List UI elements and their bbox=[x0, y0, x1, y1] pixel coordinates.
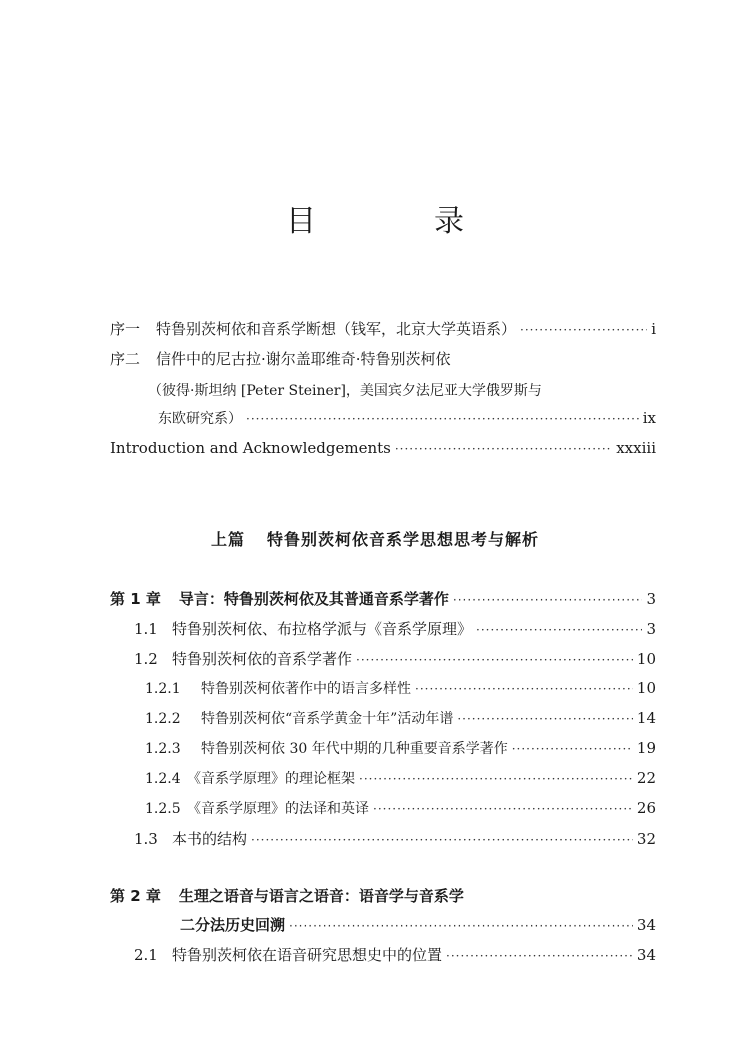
toc-introduction[interactable] bbox=[110, 439, 656, 457]
toc-chapter-1[interactable] bbox=[110, 588, 656, 609]
toc-text: 导言：特鲁别茨柯依及其普通音系学著作 bbox=[178, 590, 449, 608]
toc-text: 特鲁别茨柯依 30 年代中期的几种重要音系学著作 bbox=[201, 741, 508, 757]
leader-dots bbox=[446, 949, 633, 963]
toc-section-1-1[interactable] bbox=[134, 618, 656, 639]
toc-num: 1.3 bbox=[134, 830, 158, 848]
leader-dots bbox=[453, 593, 643, 607]
toc-text: 特鲁别茨柯依的音系学著作 bbox=[172, 650, 353, 668]
part-title-text: 特鲁别茨柯依音系学思想思考与解析 bbox=[267, 530, 540, 549]
leader-dots bbox=[520, 323, 647, 337]
toc-page: 22 bbox=[636, 769, 656, 787]
leader-dots bbox=[251, 833, 633, 847]
leader-dots bbox=[356, 653, 633, 667]
toc-chapter-2-cont[interactable] bbox=[180, 914, 656, 935]
toc-num: 第 1 章 bbox=[110, 590, 161, 608]
toc-text: （彼得·斯坦纳 [Peter Steiner]，美国宾夕法尼亚大学俄罗斯与 bbox=[148, 383, 542, 399]
toc-text: 《音系学原理》的理论框架 bbox=[187, 771, 355, 787]
toc-page: 26 bbox=[636, 799, 656, 817]
toc-text: 东欧研究系） bbox=[158, 411, 242, 427]
toc-num: 1.2 bbox=[134, 650, 158, 668]
leader-dots bbox=[415, 682, 633, 696]
toc-page: 34 bbox=[636, 916, 656, 934]
toc-page: i bbox=[651, 320, 656, 338]
toc-preface-2-affiliation[interactable] bbox=[158, 408, 656, 428]
part-label: 上篇 bbox=[210, 530, 245, 549]
toc-chapter-2[interactable] bbox=[110, 885, 464, 906]
toc-text: 特鲁别茨柯依、布拉格学派与《音系学原理》 bbox=[172, 620, 473, 638]
toc-page: xxxiii bbox=[616, 439, 656, 457]
toc-page: 19 bbox=[636, 739, 656, 757]
toc-num: 2.1 bbox=[134, 946, 158, 964]
toc-num: 1.2.2 bbox=[145, 711, 181, 727]
toc-text: 特鲁别茨柯依和音系学断想（钱军，北京大学英语系） bbox=[156, 320, 517, 338]
toc-page: 10 bbox=[636, 650, 656, 668]
toc-page: 10 bbox=[636, 679, 656, 697]
toc-section-1-2-3[interactable] bbox=[145, 738, 656, 758]
toc-section-1-2-1[interactable] bbox=[145, 678, 656, 698]
toc-text: 特鲁别茨柯依“音系学黄金十年”活动年谱 bbox=[201, 711, 454, 727]
toc-num: 第 2 章 bbox=[110, 887, 161, 905]
toc-num: 1.1 bbox=[134, 620, 158, 638]
leader-dots bbox=[289, 919, 633, 933]
toc-page: 32 bbox=[636, 830, 656, 848]
toc-text: Introduction and Acknowledgements bbox=[110, 439, 391, 457]
toc-num: 1.2.4 bbox=[145, 771, 181, 787]
toc-section-1-3[interactable] bbox=[134, 828, 656, 849]
toc-page: 14 bbox=[636, 709, 656, 727]
leader-dots bbox=[373, 802, 633, 816]
toc-section-1-2[interactable] bbox=[134, 648, 656, 669]
leader-dots bbox=[512, 742, 633, 756]
toc-num: 1.2.5 bbox=[145, 801, 181, 817]
toc-section-2-1[interactable] bbox=[134, 944, 656, 965]
toc-section-1-2-4[interactable] bbox=[145, 768, 656, 788]
toc-preface-1[interactable] bbox=[110, 318, 656, 339]
leader-dots bbox=[457, 712, 633, 726]
toc-text: 生理之语音与语言之语音：语音学与音系学 bbox=[178, 887, 464, 905]
toc-num: 1.2.3 bbox=[145, 741, 181, 757]
toc-section-1-2-2[interactable] bbox=[145, 708, 656, 728]
toc-text: 二分法历史回溯 bbox=[180, 916, 286, 934]
toc-text: 信件中的尼古拉·谢尔盖耶维奇·特鲁别茨柯依 bbox=[156, 350, 451, 368]
part-heading[interactable] bbox=[0, 527, 750, 550]
leader-dots bbox=[359, 772, 633, 786]
leader-dots bbox=[395, 442, 612, 456]
toc-page: 3 bbox=[646, 620, 656, 638]
leader-dots bbox=[246, 412, 639, 426]
toc-text: 特鲁别茨柯依在语音研究思想史中的位置 bbox=[172, 946, 443, 964]
toc-page: ix bbox=[642, 409, 656, 427]
toc-text: 特鲁别茨柯依著作中的语言多样性 bbox=[201, 681, 411, 697]
toc-text: 《音系学原理》的法译和英译 bbox=[187, 801, 369, 817]
toc-page: 34 bbox=[636, 946, 656, 964]
toc-label: 序一 bbox=[110, 320, 141, 338]
toc-num: 1.2.1 bbox=[145, 681, 181, 697]
toc-page: 3 bbox=[646, 590, 656, 608]
toc-preface-2-author bbox=[148, 380, 542, 400]
toc-preface-2[interactable] bbox=[110, 348, 451, 369]
leader-dots bbox=[476, 623, 642, 637]
toc-text: 本书的结构 bbox=[172, 830, 248, 848]
toc-section-1-2-5[interactable] bbox=[145, 798, 656, 818]
toc-label: 序二 bbox=[110, 350, 141, 368]
page-title: 目 录 bbox=[286, 204, 508, 239]
